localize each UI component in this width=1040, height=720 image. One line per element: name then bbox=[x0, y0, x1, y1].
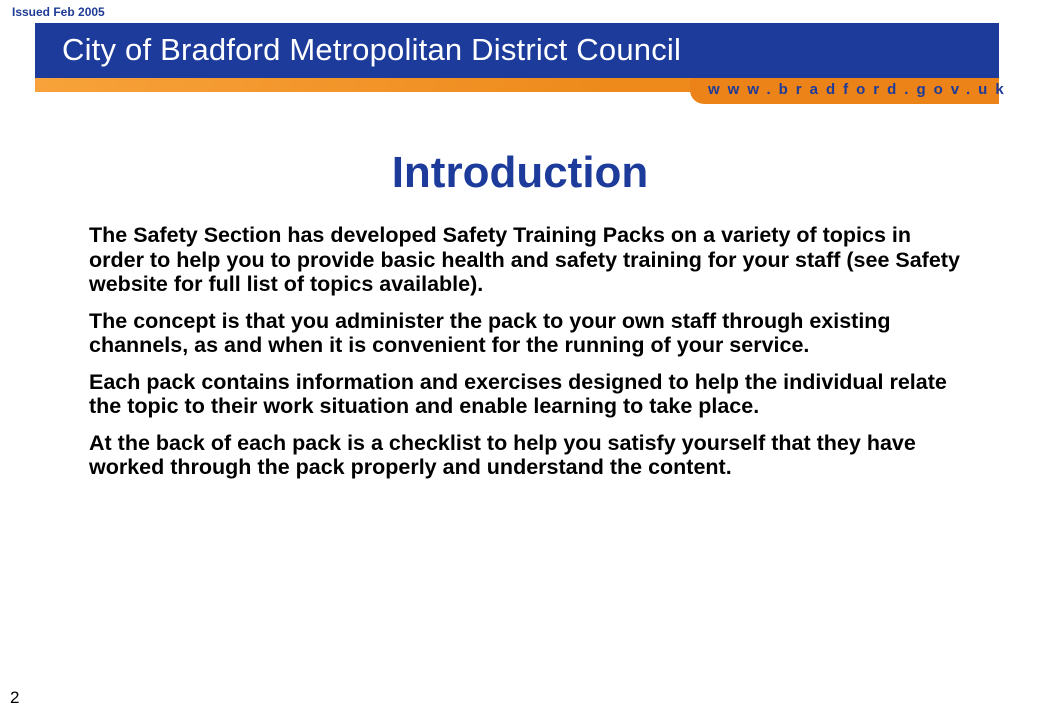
page-title: Introduction bbox=[391, 148, 649, 197]
paragraph: The concept is that you administer the pack to your own staff through existing channels, as and when it is convenient for the running of your service. bbox=[89, 308, 891, 357]
paragraph: Each pack contains information and exercises designed to help the individual relate the topic to their work situation and enable learning to take place. bbox=[89, 369, 947, 418]
body-text bbox=[89, 223, 969, 492]
council-name: City of Bradford Metropolitan District Council bbox=[62, 32, 682, 67]
issue-date: Issued Feb 2005 bbox=[12, 5, 105, 19]
page-number: 2 bbox=[10, 688, 20, 707]
website-url: www.bradford.gov.uk bbox=[708, 81, 1012, 98]
paragraph: The Safety Section has developed Safety Training Packs on a variety of topics in order to help you to provide basic health and safety training for your staff (see Safety website for full list of topics available). bbox=[89, 223, 960, 296]
paragraph: At the back of each pack is a checklist to help you satisfy yourself that they have worked through the pack properly and understand the content. bbox=[89, 430, 916, 479]
